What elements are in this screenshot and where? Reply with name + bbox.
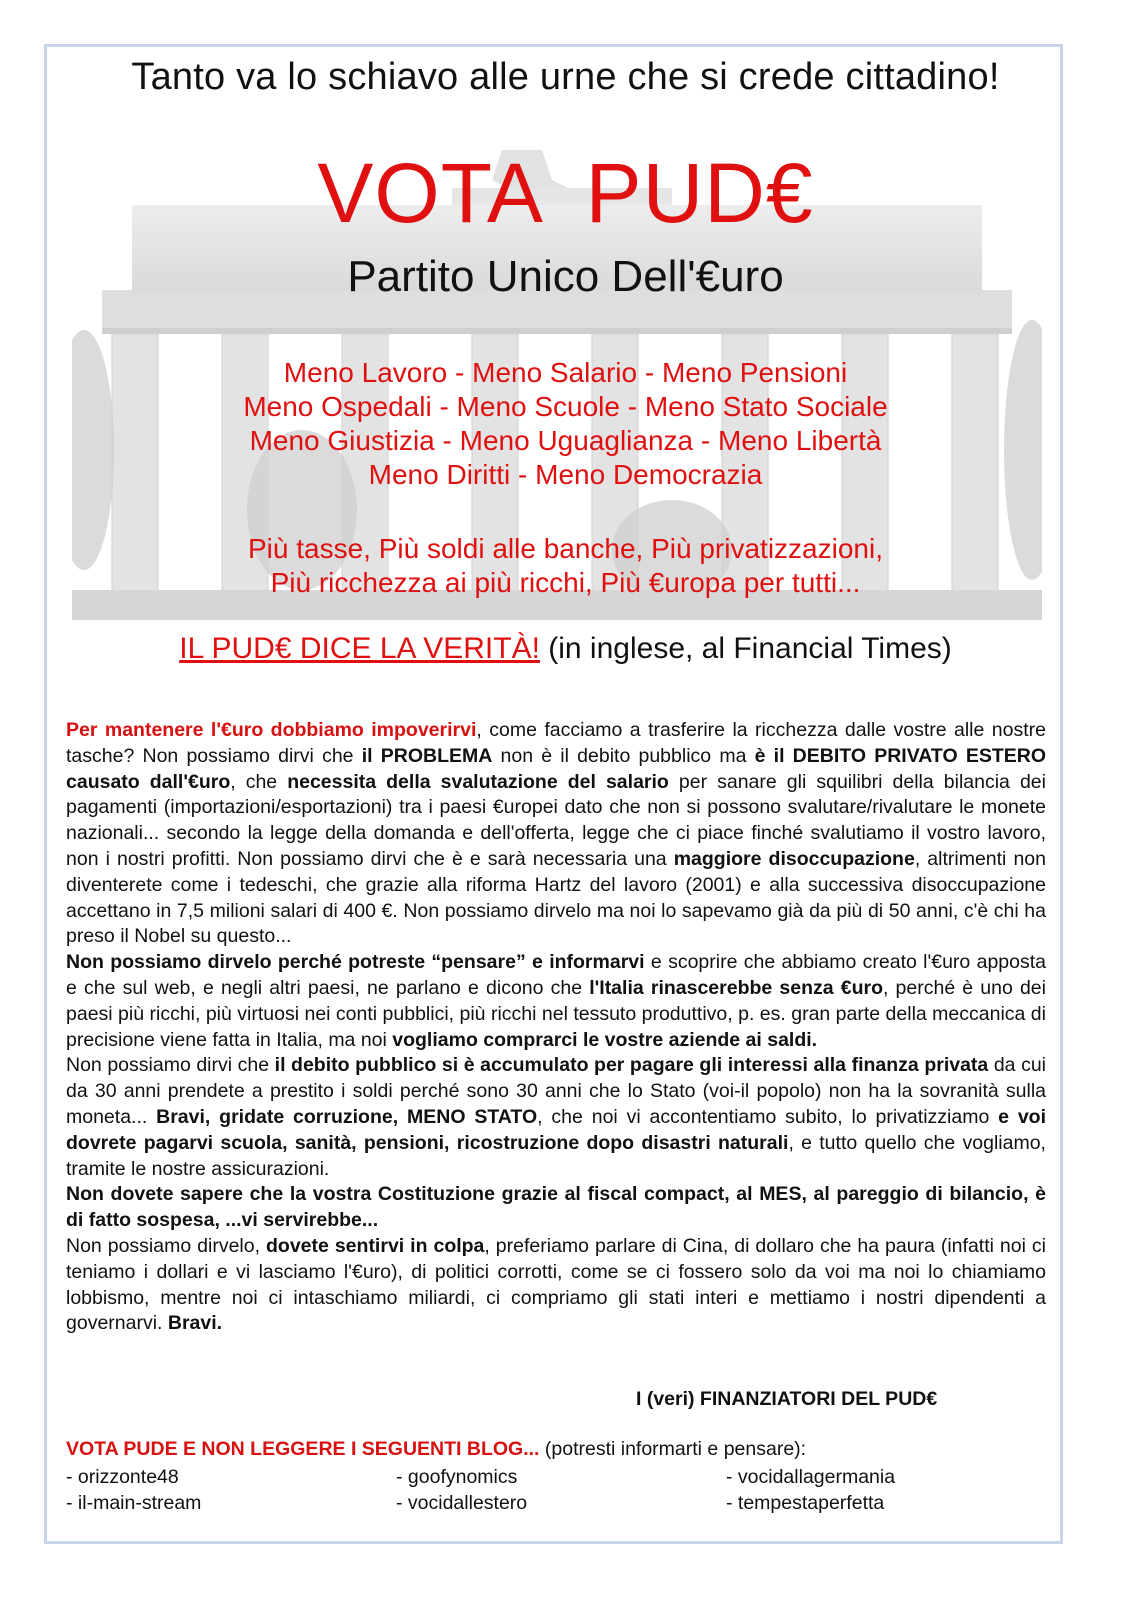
blog-item: - goofynomics [396, 1466, 518, 1488]
blog-column [726, 1464, 895, 1516]
blog-item: - tempestaperfetta [726, 1492, 885, 1514]
body-text [66, 718, 1046, 1337]
blogs-title-red: VOTA PUDE E NON LEGGERE I SEGUENTI BLOG... [66, 1438, 540, 1460]
blog-item: - orizzonte48 [66, 1466, 179, 1488]
blog-item: - vocidallagermania [726, 1466, 896, 1488]
blog-column [396, 1464, 527, 1516]
slogan: Tanto va lo schiavo alle urne che si crede cittadino! [131, 56, 1000, 98]
less-line: Meno Ospedali - Meno Scuole - Meno Stato Sociale [243, 391, 888, 422]
signature: I (veri) FINANZIATORI DEL PUD€ [636, 1388, 938, 1410]
truth-note: (in inglese, al Financial Times) [539, 632, 952, 665]
truth-link: IL PUD€ DICE LA VERITÀ! [179, 632, 540, 665]
less-line: Meno Giustizia - Meno Uguaglianza - Meno Libertà [249, 425, 882, 456]
party-name: Partito Unico Dell'€uro [347, 252, 784, 301]
paragraph: Non possiamo dirvelo perché potreste “pensare” e informarvi e scoprire che abbiamo creato l'€uro apposta e che sul web, e negli altri paesi, ne parlano e dicono che l'Italia rinascerebbe senza €uro, perché è uno dei paesi più ricchi, più virtuosi nei conti pubblici, più ricchi nel tessuto produttivo, p. es. gran parte della meccanica di precisione viene fatta in Italia, ma noi vogliamo comprarci le vostre aziende ai saldi. [66, 951, 1046, 1051]
less-line: Meno Lavoro - Meno Salario - Meno Pensioni [283, 357, 848, 388]
vote-title: VOTA PUD€ [317, 146, 814, 240]
more-line: Più tasse, Più soldi alle banche, Più privatizzazioni, [247, 533, 883, 564]
more-line: Più ricchezza ai più ricchi, Più €uropa per tutti... [270, 567, 861, 598]
paragraph: Per mantenere l'€uro dobbiamo impoverirvi, come facciamo a trasferire la ricchezza dalle vostre alle nostre tasche? Non possiamo dirvi che il PROBLEMA non è il debito pubblico ma è il DEBITO PRIVATO ESTERO causato dall'€uro, che necessita della svalutazione del salario per sanare gli squilibri della bilancia dei pagamenti (importazioni/esportazioni) tra i paesi €uropei dato che non si possono svalutare/rivalutare le monete nazionali... secondo la legge della domanda e dell'offerta, legge che ci piace finché svalutiamo il vostro lavoro, non i nostri profitti. Non possiamo dirvi che è e sarà necessaria una maggiore disoccupazione, altrimenti non diventerete come i tedeschi, che grazie alla riforma Hartz del lavoro (2001) e alla successiva disoccupazione accettano in 7,5 milioni salari di 400 €. Non possiamo dirvelo ma noi lo sapevamo già da più di 50 anni, c'è chi ha preso il Nobel su questo... [66, 719, 1046, 948]
blog-item: - vocidallestero [396, 1492, 528, 1514]
paragraph: Non possiamo dirvi che il debito pubblico si è accumulato per pagare gli interessi alla finanza privata da cui da 30 anni prendete a prestito i soldi perché sono 30 anni che lo Stato (voi-il popolo) non ha la sovranità sulla moneta... Bravi, gridate corruzione, MENO STATO, che noi vi accontentiamo subito, lo privatizziamo e voi dovrete pagarvi scuola, sanità, pensioni, ricostruzione dopo disastri naturali, e tutto quello che vogliamo, tramite le nostre assicurazioni. [66, 1054, 1047, 1180]
more-list [0, 532, 1131, 600]
blogs-title-note: (potresti informarti e pensare): [539, 1438, 807, 1460]
blogs-title [66, 1438, 806, 1461]
paragraph: Non dovete sapere che la vostra Costituzione grazie al fiscal compact, al MES, al pareggio di bilancio, è di fatto sospesa, ...vi servirebbe... [66, 1183, 1046, 1232]
truth-headline [0, 632, 1131, 666]
less-list [0, 356, 1131, 492]
paragraph: Non possiamo dirvelo, dovete sentirvi in colpa, preferiamo parlare di Cina, di dollaro che ha paura (infatti noi ci teniamo i dollari e vi lasciamo l'€uro), di politici corrotti, come se ci fossero solo da voi ma noi lo chiamiamo lobbismo, mentre noi ci intaschiamo miliardi, ci compriamo gli stati interi e mettiamo i nostri dipendenti a governarvi. Bravi. [66, 1234, 1047, 1335]
less-line: Meno Diritti - Meno Democrazia [368, 459, 763, 490]
blog-column [66, 1464, 201, 1516]
blog-item: - il-main-stream [66, 1492, 202, 1514]
